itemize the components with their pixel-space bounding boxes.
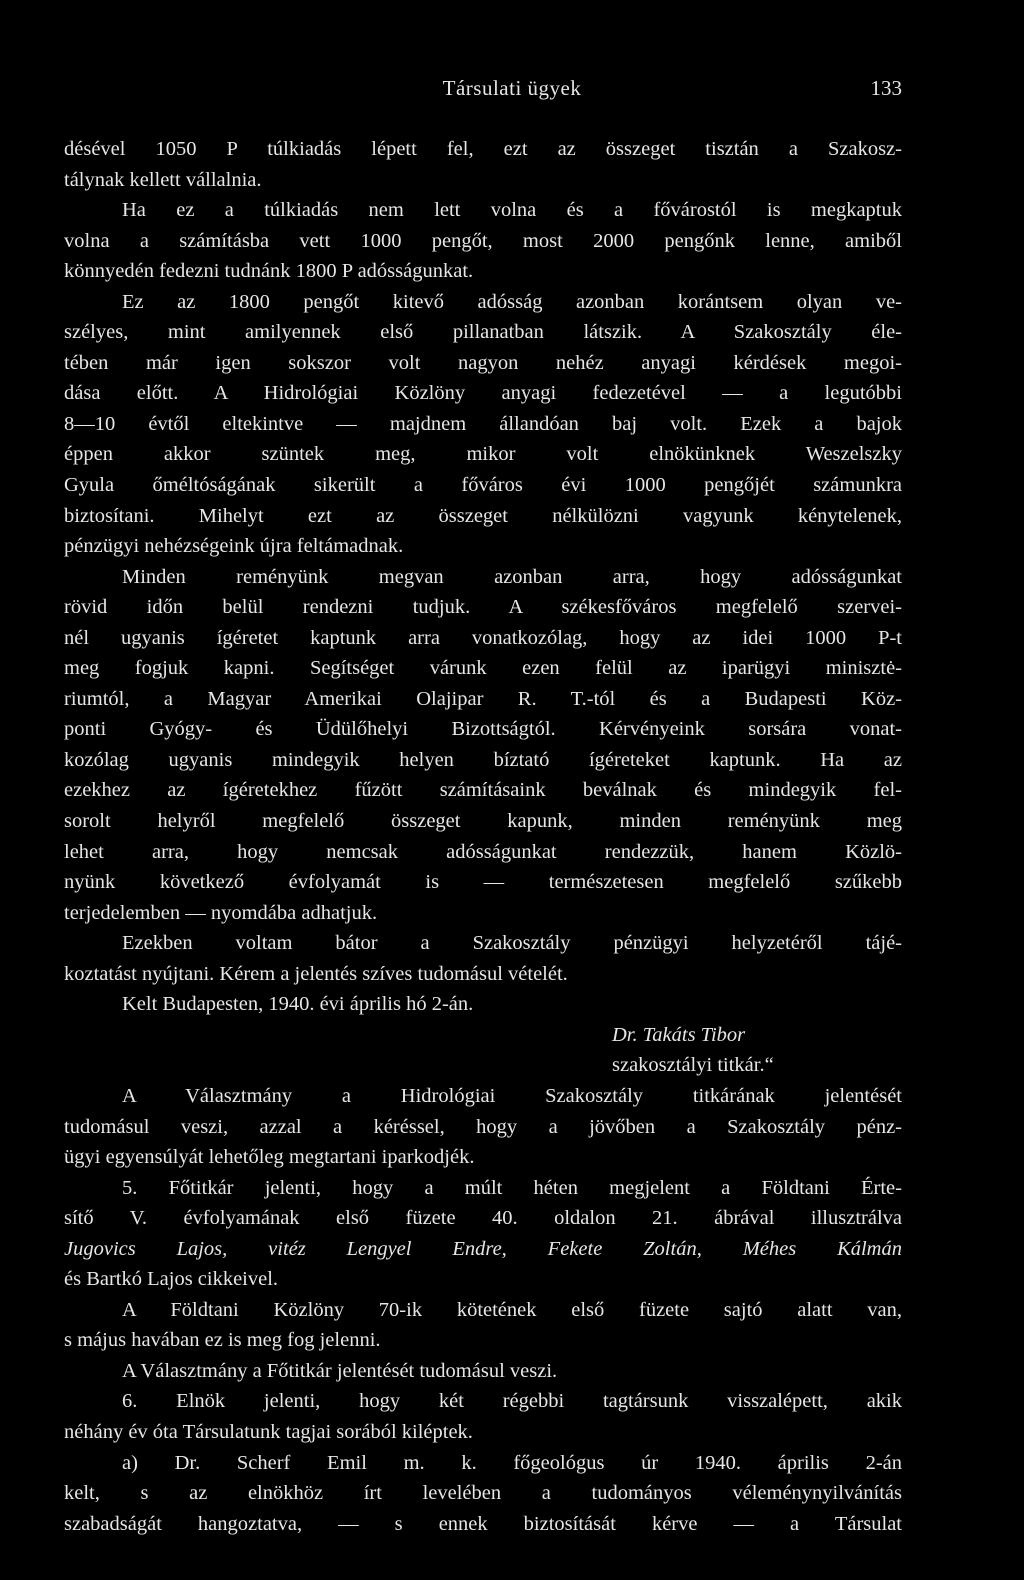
text-line: Ha ez a túlkiadás nem lett volna és a fővárostól is megkaptuk	[122, 199, 902, 222]
text-line: ezekhez az ígéretekhez fűzött számításaink beválnak és mindegyik fel-	[64, 779, 902, 802]
text-line: volna a számításba vett 1000 pengőt, most 2000 pengőnk lenne, amiből	[64, 229, 902, 252]
text-line: 8—10 évtől eltekintve — majdnem állandóan baj volt. Ezek a bajok	[64, 412, 902, 435]
text-line: sorolt helyről megfelelő összeget kapunk, minden reményünk meg	[64, 810, 902, 833]
text-line: dása előtt. A Hidrológiai Közlöny anyagi fedezetével — a legutóbbi	[64, 382, 902, 405]
text-line: szélyes, mint amilyennek első pillanatban látszik. A Szakosztály éle-	[64, 321, 902, 344]
text-line: 5. Főtitkár jelenti, hogy a múlt héten megjelent a Földtani Érte-	[122, 1176, 902, 1199]
text-line: tudomásul veszi, azzal a kéréssel, hogy a jövőben a Szakosztály pénz-	[64, 1115, 902, 1138]
text-line: nél ugyanis ígéretet kaptunk arra vonatkozólag, hogy az idei 1000 P-t	[64, 626, 902, 649]
text-line: kozólag ugyanis mindegyik helyen bíztató ígéreteket kaptunk. Ha az	[64, 748, 902, 771]
text-line: terjedelemben — nyomdába adhatjuk.	[64, 901, 378, 924]
text-line: riumtól, a Magyar Amerikai Olajipar R. T.-tól és a Budapesti Köz-	[64, 687, 902, 710]
text-line: ponti Gyógy- és Üdülőhelyi Bizottságtól. Kérvényeink sorsára vonat-	[64, 718, 902, 741]
text-line: rövid időn belül rendezni tudjuk. A székesfőváros megfelelő szervei-	[64, 596, 902, 619]
text-line: Gyula őméltóságának sikerült a főváros évi 1000 pengőjét számunkra	[64, 474, 902, 497]
text-line: tálynak kellett vállalnia.	[64, 168, 262, 191]
text-line: sítő V. évfolyamának első füzete 40. oldalon 21. ábrával illusztrálva	[64, 1207, 902, 1230]
text-line: désével 1050 P túlkiadás lépett fel, ezt az összeget tisztán a Szakosz-	[64, 138, 902, 160]
text-line: és Bartkó Lajos cikkeivel.	[64, 1268, 279, 1291]
text-line: koztatást nyújtani. Kérem a jelentés szíves tudomásul vételét.	[64, 962, 568, 985]
body-text	[64, 134, 902, 1539]
text-line: ügyi egyensúlyát lehetőleg megtartani iparkodjék.	[64, 1146, 475, 1169]
page-number: 133	[870, 76, 902, 100]
text-line: Dr. Takáts Tibor	[612, 1023, 746, 1046]
text-line: A Földtani Közlöny 70-ik kötetének első füzete sajtó alatt van,	[122, 1298, 902, 1321]
text-line: szakosztályi titkár.“	[612, 1054, 774, 1077]
text-line: Kelt Budapesten, 1940. évi április hó 2-án.	[122, 993, 474, 1016]
text-line: szabadságát hangoztatva, — s ennek biztosítását kérve — a Társulat	[64, 1512, 902, 1535]
text-line: pénzügyi nehézségeink újra feltámadnak.	[64, 535, 404, 558]
text-line: Jugovics Lajos, vitéz Lengyel Endre, Fekete Zoltán, Méhes Kálmán	[64, 1237, 902, 1260]
page-header	[0, 76, 1024, 106]
text-line: kelt, s az elnökhöz írt levelében a tudományos véleménynyilvánítás	[64, 1482, 902, 1505]
text-line: s május havában ez is meg fog jelenni.	[64, 1329, 381, 1352]
text-line: A Választmány a Hidrológiai Szakosztály titkárának jelentését	[122, 1084, 902, 1107]
running-title: Társulati ügyek	[442, 76, 582, 100]
text-line: lehet arra, hogy nemcsak adósságunkat rendezzük, hanem Közlö-	[64, 840, 902, 863]
text-line: könnyedén fedezni tudnánk 1800 P adósságunkat.	[64, 260, 474, 283]
text-line: Minden reményünk megvan azonban arra, hogy adósságunkat	[122, 565, 902, 588]
text-line: tében már igen sokszor volt nagyon nehéz anyagi kérdések megoi-	[64, 351, 902, 374]
text-line: 6. Elnök jelenti, hogy két régebbi tagtársunk visszalépett, akik	[122, 1390, 902, 1413]
text-line: nyünk következő évfolyamát is — természetesen megfelelő szűkebb	[64, 871, 902, 894]
text-line: A Választmány a Főtitkár jelentését tudomásul veszi.	[122, 1359, 558, 1382]
text-line: Ez az 1800 pengőt kitevő adósság azonban korántsem olyan ve-	[122, 290, 902, 313]
text-line: biztosítani. Mihelyt ezt az összeget nélkülözni vagyunk kénytelenek,	[64, 504, 902, 527]
text-line: Ezekben voltam bátor a Szakosztály pénzügyi helyzetéről tájé-	[122, 932, 902, 955]
text-line: éppen akkor szüntek meg, mikor volt elnökünknek Weszelszky	[64, 443, 902, 466]
text-line: a) Dr. Scherf Emil m. k. főgeológus úr 1940. április 2-án	[122, 1451, 902, 1474]
text-line: meg fogjuk kapni. Segítséget várunk ezen felül az iparügyi minisztė-	[64, 657, 902, 680]
text-line: néhány év óta Társulatunk tagjai sorából kiléptek.	[64, 1420, 473, 1443]
